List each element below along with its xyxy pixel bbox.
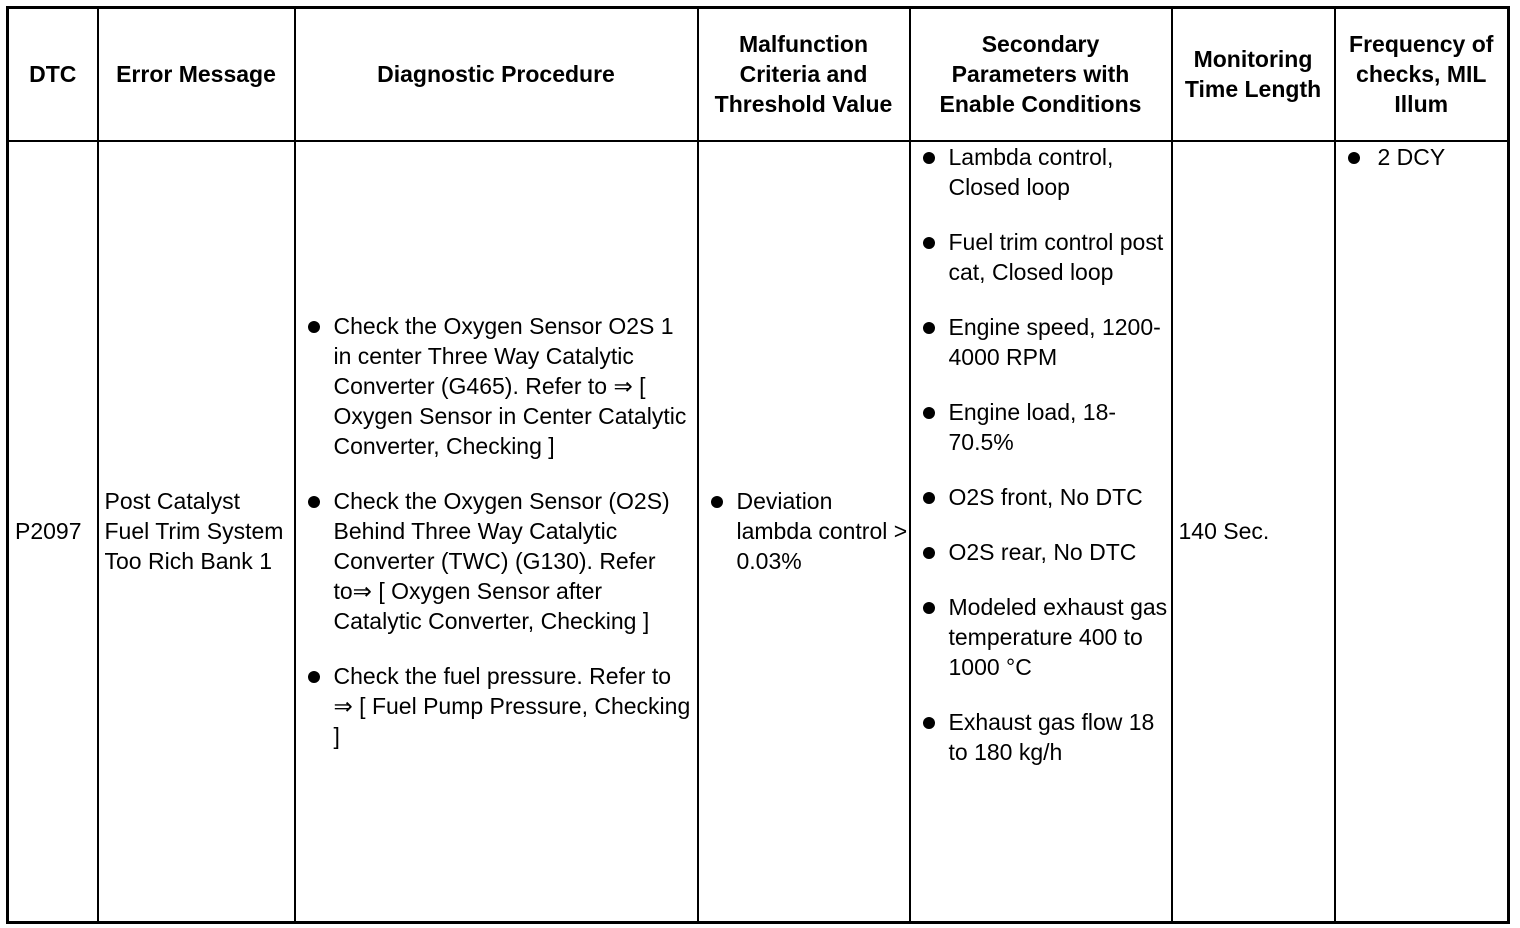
header-frequency: Frequency of checks, MIL Illum <box>1335 8 1509 141</box>
dtc-code-cell <box>8 141 98 923</box>
header-secondary-parameters: Secondary Parameters with Enable Conditions <box>910 8 1172 141</box>
parameter-item: Fuel trim control post cat, Closed loop <box>911 227 1171 287</box>
diagnostic-procedure-list <box>296 311 697 751</box>
procedure-item: Check the Oxygen Sensor O2S 1 in center Three Way Catalytic Converter (G465). Refer to ⇒ [ Oxygen Sensor in Center Catalytic Converter, Checking ] <box>296 311 697 461</box>
header-diagnostic-procedure: Diagnostic Procedure <box>295 8 698 141</box>
parameter-item: Exhaust gas flow 18 to 180 kg/h <box>911 707 1171 767</box>
frequency-item: 2 DCY <box>1336 142 1508 172</box>
header-row <box>8 8 1509 141</box>
table-row <box>8 141 1509 923</box>
header-malfunction-criteria: Malfunction Criteria and Threshold Value <box>698 8 910 141</box>
header-error-message: Error Message <box>98 8 295 141</box>
header-dtc: DTC <box>8 8 98 141</box>
parameter-item: Lambda control, Closed loop <box>911 142 1171 202</box>
monitoring-time-cell <box>1172 141 1335 923</box>
parameter-item: O2S front, No DTC <box>911 482 1171 512</box>
parameter-item: Engine load, 18-70.5% <box>911 397 1171 457</box>
monitoring-time: 140 Sec. <box>1178 518 1270 545</box>
parameter-item: O2S rear, No DTC <box>911 537 1171 567</box>
dtc-table <box>6 6 1510 924</box>
malfunction-criteria-cell <box>698 141 910 923</box>
secondary-parameters-cell <box>910 141 1172 923</box>
frequency-cell <box>1335 141 1509 923</box>
error-message: Post Catalyst Fuel Trim System Too Rich Bank 1 <box>104 488 284 575</box>
error-message-cell <box>98 141 295 923</box>
secondary-parameters-list <box>911 142 1171 767</box>
procedure-item: Check the fuel pressure. Refer to ⇒ [ Fuel Pump Pressure, Checking ] <box>296 661 697 751</box>
header-monitoring-time: Monitoring Time Length <box>1172 8 1335 141</box>
criteria-item: Deviation lambda control > 0.03% <box>699 486 909 576</box>
procedure-item: Check the Oxygen Sensor (O2S) Behind Three Way Catalytic Converter (TWC) (G130). Refer to⇒ [ Oxygen Sensor after Catalytic Converter, Checking ] <box>296 486 697 636</box>
parameter-item: Engine speed, 1200-4000 RPM <box>911 312 1171 372</box>
parameter-item: Modeled exhaust gas temperature 400 to 1000 °C <box>911 592 1171 682</box>
malfunction-criteria-list <box>699 486 909 576</box>
dtc-code: P2097 <box>15 518 82 545</box>
diagnostic-procedure-cell <box>295 141 698 923</box>
frequency-list <box>1336 142 1508 172</box>
